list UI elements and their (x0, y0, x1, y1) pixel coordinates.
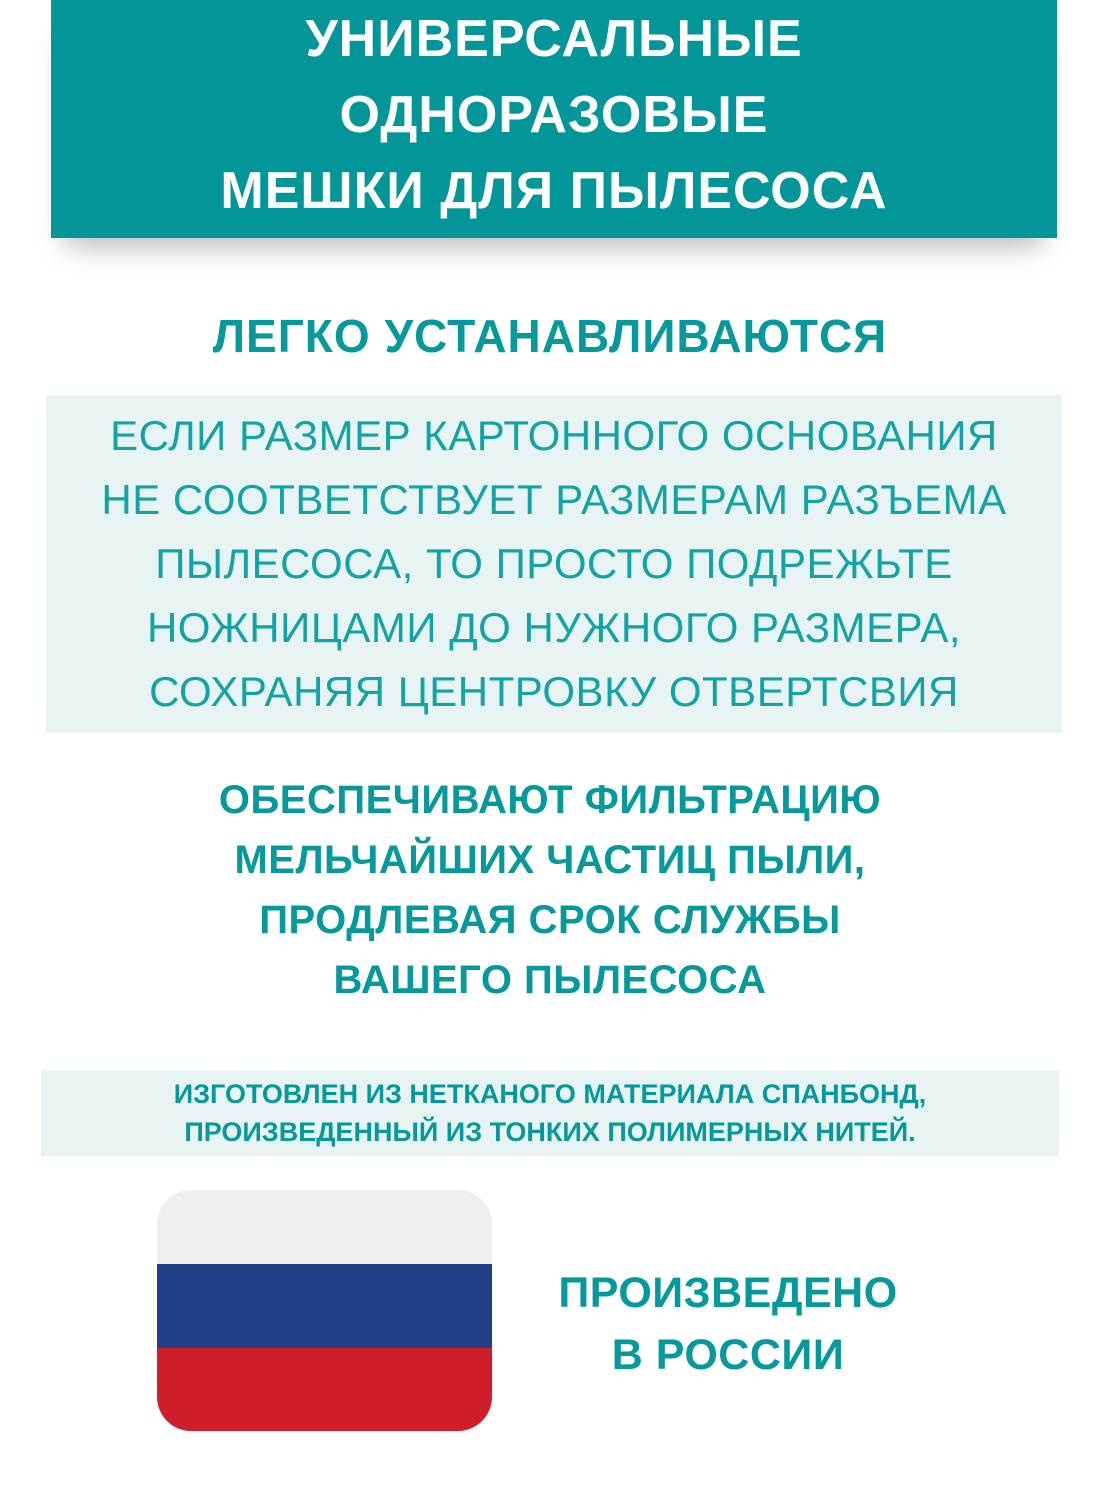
header-banner (51, 0, 1057, 238)
flag-blue-stripe (157, 1264, 492, 1348)
installation-note (46, 395, 1062, 733)
header-title-line: ОДНОРАЗОВЫЕ (339, 86, 769, 144)
made-in-russia-label (508, 1262, 948, 1386)
flag-red-stripe (157, 1348, 492, 1431)
flag-white-stripe (157, 1190, 492, 1264)
note-line: ЕСЛИ РАЗМЕР КАРТОННОГО ОСНОВАНИЯ (110, 412, 998, 459)
note-line: СОХРАНЯЯ ЦЕНТРОВКУ ОТВЕРТСВИЯ (149, 668, 959, 715)
note-line: НОЖНИЦАМИ ДО НУЖНОГО РАЗМЕРА, (146, 604, 962, 651)
benefit-line: ПРОДЛЕВАЯ СРОК СЛУЖБЫ (259, 898, 841, 942)
made-in-line: ПРОИЗВЕДЕНО (558, 1269, 898, 1317)
note-line: НЕ СООТВЕТСТВУЕТ РАЗМЕРАМ РАЗЪЕМА (101, 476, 1007, 523)
material-line: ПРОИЗВЕДЕННЫЙ ИЗ ТОНКИХ ПОЛИМЕРНЫХ НИТЕЙ. (184, 1117, 916, 1147)
benefit-line: ОБЕСПЕЧИВАЮТ ФИЛЬТРАЦИЮ (218, 778, 882, 822)
russia-flag-icon (157, 1190, 492, 1431)
benefit-text (0, 770, 1100, 1010)
subtitle: ЛЕГКО УСТАНАВЛИВАЮТСЯ (212, 310, 888, 362)
header-title-line: МЕШКИ ДЛЯ ПЫЛЕСОСА (220, 162, 888, 220)
note-line: ПЫЛЕСОСА, ТО ПРОСТО ПОДРЕЖЬТЕ (155, 540, 953, 587)
benefit-line: ВАШЕГО ПЫЛЕСОСА (333, 958, 767, 1002)
made-in-line: В РОССИИ (611, 1331, 845, 1379)
material-line: ИЗГОТОВЛЕН ИЗ НЕТКАНОГО МАТЕРИАЛА СПАНБОНД, (173, 1079, 927, 1109)
header-title-line: УНИВЕРСАЛЬНЫЕ (305, 10, 803, 68)
material-note (41, 1070, 1059, 1156)
benefit-line: МЕЛЬЧАЙШИХ ЧАСТИЦ ПЫЛИ, (234, 838, 866, 882)
